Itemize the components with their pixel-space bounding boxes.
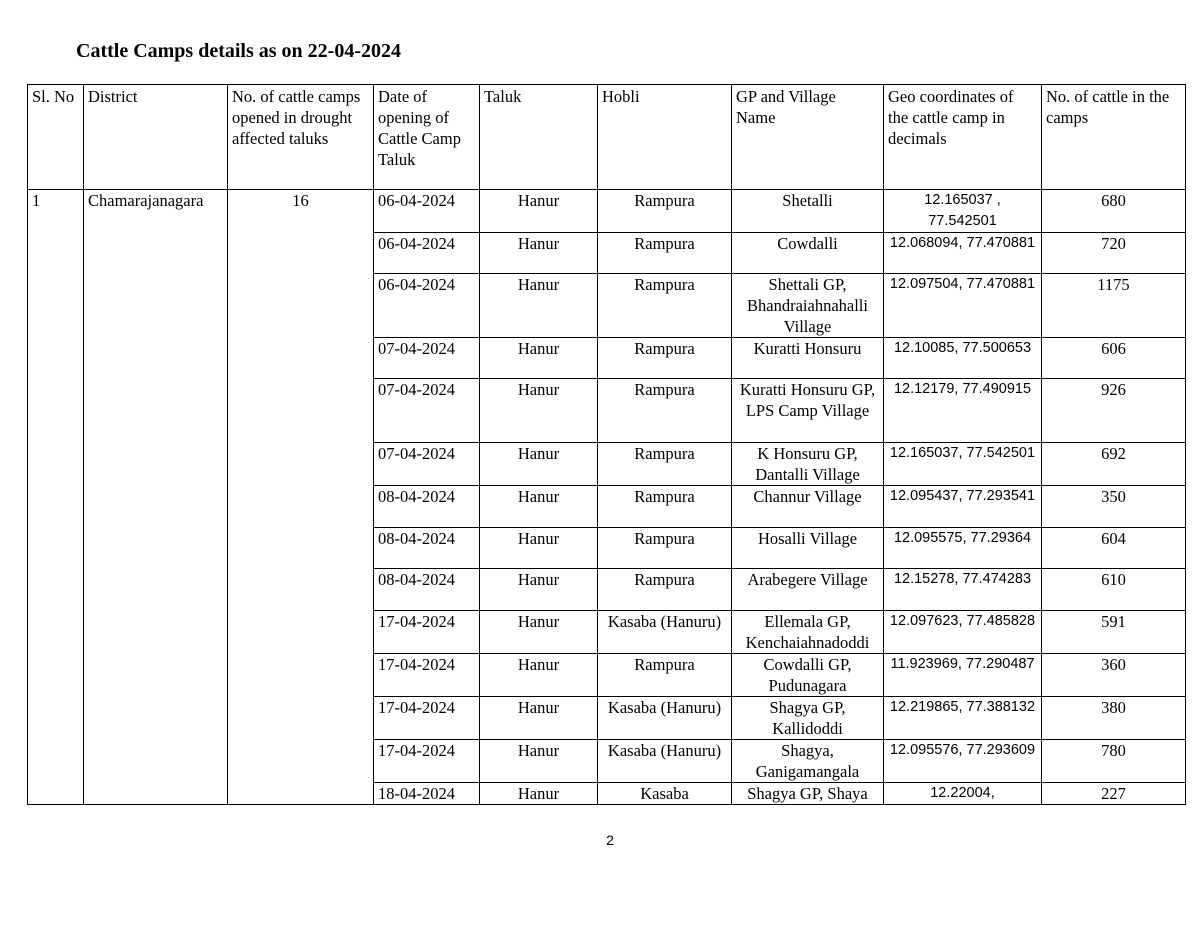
date-cell: 18-04-2024 (374, 783, 480, 805)
geo-cell: 12.097623, 77.485828 (884, 611, 1042, 654)
date-cell: 08-04-2024 (374, 528, 480, 569)
hobli-cell: Rampura (598, 379, 732, 443)
page-title: Cattle Camps details as on 22-04-2024 (76, 40, 401, 62)
village-cell: Cowdalli GP, Pudunagara (732, 654, 884, 697)
hobli-cell: Rampura (598, 569, 732, 611)
header-district: District (84, 85, 228, 190)
taluk-cell: Hanur (480, 697, 598, 740)
geo-cell: 12.15278, 77.474283 (884, 569, 1042, 611)
village-cell: Channur Village (732, 486, 884, 528)
hobli-cell: Kasaba (Hanuru) (598, 611, 732, 654)
hobli-cell: Kasaba (598, 783, 732, 805)
taluk-cell: Hanur (480, 569, 598, 611)
taluk-cell: Hanur (480, 783, 598, 805)
cattle-cell: 606 (1042, 338, 1186, 379)
village-cell: Shettali GP, Bhandraiahnahalli Village (732, 274, 884, 338)
village-cell: Kuratti Honsuru GP, LPS Camp Village (732, 379, 884, 443)
taluk-cell: Hanur (480, 486, 598, 528)
district-cell: Chamarajanagara (84, 190, 228, 805)
header-cattle: No. of cattle in the camps (1042, 85, 1186, 190)
geo-cell: 11.923969, 77.290487 (884, 654, 1042, 697)
date-cell: 06-04-2024 (374, 233, 480, 274)
cattle-cell: 604 (1042, 528, 1186, 569)
date-cell: 08-04-2024 (374, 486, 480, 528)
hobli-cell: Rampura (598, 443, 732, 486)
village-cell: Shetalli (732, 190, 884, 233)
taluk-cell: Hanur (480, 379, 598, 443)
village-cell: Arabegere Village (732, 569, 884, 611)
village-cell: K Honsuru GP, Dantalli Village (732, 443, 884, 486)
geo-cell: 12.12179, 77.490915 (884, 379, 1042, 443)
village-cell: Shagya GP, Kallidoddi (732, 697, 884, 740)
date-cell: 07-04-2024 (374, 443, 480, 486)
village-cell: Shagya, Ganigamangala (732, 740, 884, 783)
taluk-cell: Hanur (480, 443, 598, 486)
taluk-cell: Hanur (480, 528, 598, 569)
date-cell: 17-04-2024 (374, 611, 480, 654)
camps-opened-cell: 16 (228, 190, 374, 805)
taluk-cell: Hanur (480, 654, 598, 697)
geo-cell: 12.095437, 77.293541 (884, 486, 1042, 528)
header-geo: Geo coordinates of the cattle camp in decimals (884, 85, 1042, 190)
date-cell: 17-04-2024 (374, 740, 480, 783)
geo-cell: 12.165037 , 77.542501 (884, 190, 1042, 233)
header-hobli: Hobli (598, 85, 732, 190)
village-cell: Kuratti Honsuru (732, 338, 884, 379)
cattle-cell: 350 (1042, 486, 1186, 528)
cattle-cell: 1175 (1042, 274, 1186, 338)
taluk-cell: Hanur (480, 274, 598, 338)
hobli-cell: Rampura (598, 486, 732, 528)
hobli-cell: Rampura (598, 528, 732, 569)
header-sl-no: Sl. No (28, 85, 84, 190)
cattle-cell: 380 (1042, 697, 1186, 740)
date-cell: 08-04-2024 (374, 569, 480, 611)
table-body (28, 190, 1186, 805)
cattle-cell: 720 (1042, 233, 1186, 274)
geo-cell: 12.10085, 77.500653 (884, 338, 1042, 379)
cattle-cell: 926 (1042, 379, 1186, 443)
header-taluk: Taluk (480, 85, 598, 190)
cattle-cell: 360 (1042, 654, 1186, 697)
geo-cell: 12.219865, 77.388132 (884, 697, 1042, 740)
cattle-cell: 591 (1042, 611, 1186, 654)
hobli-cell: Kasaba (Hanuru) (598, 697, 732, 740)
cattle-cell: 227 (1042, 783, 1186, 805)
village-cell: Cowdalli (732, 233, 884, 274)
date-cell: 07-04-2024 (374, 338, 480, 379)
taluk-cell: Hanur (480, 740, 598, 783)
village-cell: Ellemala GP, Kenchaiahnadoddi (732, 611, 884, 654)
hobli-cell: Rampura (598, 190, 732, 233)
geo-cell: 12.097504, 77.470881 (884, 274, 1042, 338)
village-cell: Shagya GP, Shaya (732, 783, 884, 805)
taluk-cell: Hanur (480, 233, 598, 274)
geo-cell: 12.095576, 77.293609 (884, 740, 1042, 783)
date-cell: 17-04-2024 (374, 654, 480, 697)
taluk-cell: Hanur (480, 338, 598, 379)
hobli-cell: Rampura (598, 233, 732, 274)
hobli-cell: Kasaba (Hanuru) (598, 740, 732, 783)
sl-no-cell: 1 (28, 190, 84, 805)
date-cell: 17-04-2024 (374, 697, 480, 740)
village-cell: Hosalli Village (732, 528, 884, 569)
cattle-cell: 680 (1042, 190, 1186, 233)
date-cell: 07-04-2024 (374, 379, 480, 443)
header-camps-opened: No. of cattle camps opened in drought affected taluks (228, 85, 374, 190)
geo-cell: 12.068094, 77.470881 (884, 233, 1042, 274)
header-date: Date of opening of Cattle Camp Taluk (374, 85, 480, 190)
hobli-cell: Rampura (598, 338, 732, 379)
cattle-cell: 692 (1042, 443, 1186, 486)
hobli-cell: Rampura (598, 654, 732, 697)
table-header-row (28, 85, 1186, 190)
taluk-cell: Hanur (480, 190, 598, 233)
cattle-camps-table (27, 84, 1186, 805)
geo-cell: 12.095575, 77.29364 (884, 528, 1042, 569)
date-cell: 06-04-2024 (374, 274, 480, 338)
date-cell: 06-04-2024 (374, 190, 480, 233)
taluk-cell: Hanur (480, 611, 598, 654)
header-village: GP and Village Name (732, 85, 884, 190)
page-number: 2 (606, 832, 614, 848)
geo-cell: 12.165037, 77.542501 (884, 443, 1042, 486)
geo-cell: 12.22004, (884, 783, 1042, 805)
cattle-cell: 780 (1042, 740, 1186, 783)
table-row (28, 190, 1186, 233)
cattle-cell: 610 (1042, 569, 1186, 611)
hobli-cell: Rampura (598, 274, 732, 338)
